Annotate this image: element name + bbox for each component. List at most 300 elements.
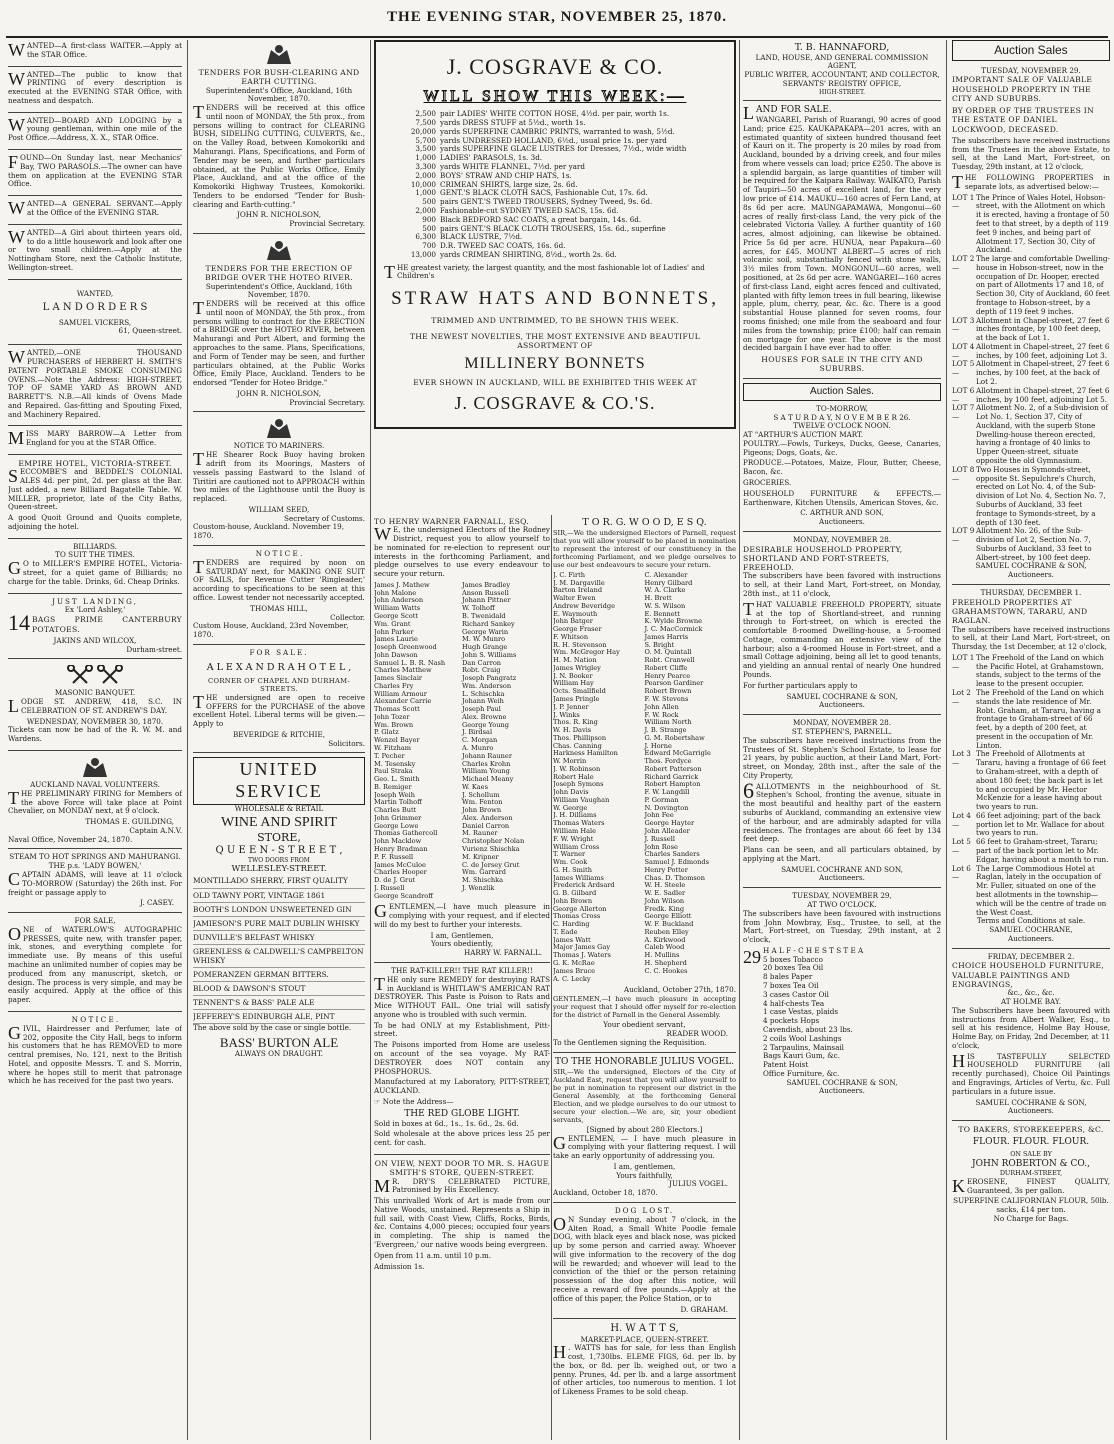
ad-farnall <box>374 515 550 963</box>
signatory-name: John S. Williams <box>462 650 517 659</box>
lot-item <box>952 317 1110 343</box>
lot-list <box>952 194 1110 563</box>
item-quantity: 700 <box>422 241 436 251</box>
ad-heading: EMPIRE HOTEL, VICTORIA-STREET. <box>18 458 172 468</box>
column-3-right <box>553 515 736 1440</box>
ad-subheading: ON SALE BY <box>1010 1150 1052 1159</box>
signatory-name: Wm. Cook <box>553 858 588 867</box>
signatory-name: W. F. Buckland <box>644 920 694 929</box>
lot-description: The Freehold of the Land on which the Pacific Hotel, at Grahamstown, stands, subject to the terms of the lease to the present occupier. <box>976 652 1104 689</box>
signatory-name: James Laurie <box>374 635 418 644</box>
lot-item <box>952 404 1110 465</box>
ad-date: TUESDAY, NOVEMBER 29. <box>981 65 1081 75</box>
signatory-name: William North <box>644 718 692 727</box>
lot-number: Lot 3— <box>952 749 971 768</box>
ad-signature: JAKINS AND WILCOX, <box>53 635 137 645</box>
list-item: BLOOD & DAWSON'S STOUT <box>193 982 365 996</box>
ad-signature: THOMAS HILL, <box>250 603 308 613</box>
ad-heading: CHOICE HOUSEHOLD FURNITURE, VALUABLE PAINTINGS AND ENGRAVINGS, <box>952 961 1105 989</box>
ad-text: IVIL, Hairdresser and Perfumer, late of 202, opposite the City Hall, begs to inform his customers that he has REMOVED to more central premises, No. 121, next to the British Hotel, and opposite Messrs. T. and S. Morrin, where he hopes still to merit that patronage which he has received for the past two years. <box>8 1023 182 1086</box>
signatory-name: Richard Garrick <box>644 772 699 781</box>
ad-address: DURHAM-STREET, <box>999 1169 1063 1178</box>
signatory-name: Wenzel Bayer <box>374 736 420 745</box>
lot-item <box>952 689 1110 750</box>
ad-text: BAGS PRIME CANTERBURY POTATOES. <box>32 615 182 634</box>
ad-text: Your obedient servant, <box>603 1020 686 1030</box>
item-quantity: 900 <box>422 214 436 224</box>
ad-subheading: EVER SHOWN IN AUCKLAND, WILL BE EXHIBITED THIS WEEK AT <box>413 377 697 387</box>
ad-address: CORNER OF CHAPEL AND DURHAM-STREETS. <box>207 677 351 694</box>
ad-signature: JOHN R. NICHOLSON, <box>236 388 322 398</box>
signatory-name: Michael Meany <box>462 775 514 784</box>
list-item: BOOTH'S LONDON UNSWEETENED GIN <box>193 903 365 917</box>
ad-heading: TENDERS FOR BUSH-CLEARING AND EARTH CUTTING. <box>198 68 360 87</box>
ad-arthur-auction <box>743 381 941 532</box>
lot-item <box>952 527 1110 562</box>
ad-text: To the Gentlemen signing the Requisition. <box>553 1037 707 1047</box>
signatory-name: Caleb Wood <box>644 943 685 952</box>
signatory-name: Joseph Symons <box>553 780 604 789</box>
signatory-name: William Watts <box>374 604 421 613</box>
signatory-name: James Bruce <box>553 966 596 975</box>
ad-date: Auckland, October 27th, 1870. <box>623 985 736 995</box>
lot-list <box>952 654 1110 917</box>
signatory-name: Samuel J. Edmonds <box>644 858 709 867</box>
item-quantity: 2,500 <box>415 109 436 119</box>
item-description: CRIMEAN SHIRTS, large size, 2s. 6d. <box>440 179 578 189</box>
signatory-name: Edward McGarrigle <box>644 749 711 758</box>
signatory-name: Johann Rauner <box>462 751 512 760</box>
ad-text: APTAIN ADAMS, will leave at 11 o'clock TO-MORROW (Saturday) the 26th inst. For freight or passage apply to <box>8 870 182 897</box>
ad-subheading: ALWAYS ON DRAUGHT. <box>234 1049 324 1059</box>
signatory-name: John Macklow <box>374 837 422 846</box>
lot-description: Allotment No. 2, of a Sub-division of Lot No. 1, Section 37, City of Auckland, with the superb Stone Dwelling-house thereon erected, having a frontage of 40 links to Upper Queen-street, situate opposite the old Gymnasium. <box>976 403 1108 466</box>
ad-text: ANTED—BOARD AND LODGING by a young gentleman, within one mile of the Post Office.—Address, X. X., STAR Office. <box>8 115 182 143</box>
ad-billiards <box>8 541 182 594</box>
signatory-name: Joseph Greenwood <box>374 643 437 652</box>
ad-text: The Subscribers have been favoured with instructions from Albert Walker, Esq., to sell at his residence, Holme Bay House, Holme Bay, on Friday, 2nd December, at 11 o'clock, <box>952 1005 1110 1050</box>
ad-tea-auction <box>743 890 941 1100</box>
item-description: yards UNDRESSED HOLLAND, 6½d., usual price 1s. per yard <box>440 135 667 145</box>
list-item: Cavendish, about 23 lbs. <box>763 1024 853 1034</box>
ad-land-for-sale <box>743 103 941 379</box>
drop-cap: H <box>553 1342 566 1363</box>
item-description: D.R. TWEED SAC COATS, 16s. 6d. <box>440 241 566 251</box>
signatory-name: W. E. Sadler <box>644 889 686 898</box>
list-item: Patent Hoist <box>763 1060 809 1070</box>
drop-cap: T <box>193 691 204 712</box>
signatory-name: W. Morrin <box>553 757 587 766</box>
ad-subheading: PUBLIC WRITER, ACCOUNTANT, AND COLLECTOR, <box>744 70 940 80</box>
ad-dog-lost <box>553 1205 736 1319</box>
ad-text: ANTED—A Girl about thirteen years old, to do a little housework and look after one or two small children.—Apply at the Nottingham Store, next the Catholic Institute, Wellington-street. <box>8 227 182 272</box>
ad-text: WANGAREI, Parish of Ruarangi, 90 acres of good Land; price £25. KAUKAPAKAPA—201 acres, with an estimated quantity of sixteen hundred thousand feet of Kauri on it. The property is 20 miles by road from Auckland, bounded by a driving creek, and four miles from where vessels can load; price £250. The above is a splendid bargain, as large quantities of timber will be required for the Kaipara Railway. WAIKATO, Parish of Taupiri—50 acres of excellent land, for the very low price of £14. MAUKU—160 acres of Fern Land, at 8s 6d per acre. MAUNGAPAMAWA, Mongonui—60 acres of really first-class Land, the very pick of the celebrated Victoria Valley. A further quantity of 160 acres, almost adjoining, can likewise be obtained. Price 5s 6d per acre. HUNUA, near Papakura—60 acres, for £45. MOUNT ALBERT—5 acres of rich volcanic soil, substantially fenced with stone walls, 3½ miles from Town. MONGONUI—60 acres, well positioned, at 2s 6d per acre. WANGAREI—160 acres of first-class Land, eight acres fenced and cultivated, planted with fifty lemon trees in full bearing, likewise apple, plum, cherry, pear, &c. &c. There is a good substantial House planned for seven rooms, four rooms finished; one mile from the seaboard and four miles from the township; price £100; half can remain on mortgage for one year. The above is the most decided bargain I have ever had to offer. <box>743 114 941 353</box>
lot-item <box>952 387 1110 405</box>
signatory-name: M. Kripner <box>462 852 499 861</box>
ad-text: ENDERS will be received at this office until noon of MONDAY, the 5th prox., from persons willing to contract for CLEARING BUSH, SIDELING CUTTING, CULVERTS, &c., on the Valley Road, between Komokoriki and Mahurangi. Plans, Specifications, and Form of Tender may be seen, and further particulars obtained, at the Public Works Office, Emily Place, Auckland, and at the office of the Komokoriki Highway Trustees, Komokoriki. Tenders to be endorsed "Tender for Bush-clearing and Earth-cutting." <box>193 103 365 209</box>
ad-text: ODGE ST. ANDREW, 418, S.C. IN CELEBRATION OF ST. ANDREW'S DAY. <box>21 697 182 715</box>
signatory-name: B. Remiger <box>374 782 412 791</box>
drop-cap: F <box>8 152 19 173</box>
ad-subheading: TRIMMED AND UNTRIMMED, TO BE SHOWN THIS WEEK. <box>431 316 679 326</box>
signatory-name: Thos. Fordyce <box>644 757 692 766</box>
drop-cap: O <box>553 1213 566 1234</box>
ad-signature: SAMUEL COCHRANE & SON, <box>975 1097 1087 1107</box>
signatory-name: John Anderson <box>374 596 424 605</box>
drop-cap: T <box>193 298 204 319</box>
drop-cap: H <box>952 1050 965 1071</box>
ad-text: ECCOMBE'S and BEDDEL'S COLONIAL ALES 4d. per pint, 2d. per glass at the Bar. Just added, a new Billiard Bagatelle Table. W. MILLER, proprietor, late of the City Baths, Queen-street. <box>8 467 182 512</box>
ad-heading: TO THE HONORABLE JULIUS VOGEL. <box>555 1056 734 1067</box>
ad-text: . WATTS has for sale, for less than English cost, 1,730lbs. ELEME FIGS, 6d. per lb. by the box, or 8d. per lb. weighed out, or two a penny. Prunes, 4d. per lb. and a large assortment of other articles, too numerous to mention. 1 lot of Likeness Frames to be sold cheap. <box>553 1343 736 1397</box>
ad-heading: THE RED GLOBE LIGHT. <box>404 1108 520 1119</box>
ad-steam <box>8 851 182 913</box>
signatory-name: Charles Fry <box>374 681 414 690</box>
signatory-name: C. Alexander <box>644 570 688 579</box>
drop-cap: T <box>743 598 754 619</box>
signatory-name: Thomas Cross <box>553 912 601 921</box>
signatory-name: B. Twenidald <box>462 612 506 620</box>
ad-signature: SAMUEL COCHRANE, <box>989 925 1073 935</box>
column-rule <box>946 40 947 1440</box>
item-quantity: 2,000 <box>415 205 436 215</box>
signatory-name: Robert Brown <box>644 687 692 696</box>
item-quantity: 6,300 <box>415 232 436 242</box>
item-description: BOYS' STRAW AND CHIP HATS, 1s. <box>440 170 572 180</box>
signatory-name: Charles Butt <box>374 806 417 815</box>
ad-subheading: THE NEWEST NOVELTIES, THE MOST EXTENSIVE AND BEAUTIFUL ASSORTMENT OF <box>409 331 701 350</box>
signatory-name: J. Wenzlik <box>462 883 495 892</box>
ad-heading: AUCKLAND NAVAL VOLUNTEERS. <box>30 779 160 789</box>
signatory-name: J. Horne <box>644 741 672 750</box>
ad-signature: READER WOOD. <box>666 1028 728 1038</box>
signatory-name: Charles Hooper <box>374 868 427 877</box>
ad-empire <box>8 457 182 539</box>
ad-heading: STRAW HATS AND BONNETS, <box>391 288 719 310</box>
ad-text: SIR,—We the undersigned Electors of Parnell, request that you will allow yourself to be placed in nomination to represent the interest of our constituency in the forthcoming Parliament, and we pledge ourselves to use our best endeavours to secure your return. <box>553 528 736 569</box>
ad-text: The subscribers have received instructions from the Trustees of St. Stephen's School Estate, to lease for 21 years, by public auction, at their Land Mart, Fort-street, on Monday, 28th inst., after the sale of the City Property, <box>743 735 941 780</box>
signatory-name: James Bradley <box>462 580 511 589</box>
signatory-name: O. M. Quintall <box>644 648 692 657</box>
ad-press <box>8 915 182 1012</box>
ad-address: Q U E E N - S T R E E T , <box>215 844 343 856</box>
signatory-name: James Pringle <box>553 694 600 703</box>
signatory-name: Hugh Grange <box>462 643 508 652</box>
crossed-keys-icon <box>65 665 125 687</box>
lot-item <box>952 255 1110 316</box>
ad-heading: TO HENRY WARNER FARNALL, ESQ. <box>374 517 529 526</box>
column-3-left <box>374 515 550 1440</box>
drop-cap: W <box>374 524 391 545</box>
signatory-name: George Scott <box>374 612 418 620</box>
ad-subheading: SERVANTS' REGISTRY OFFICE, <box>782 78 902 88</box>
ad-heading: N O T I C E . <box>71 1014 119 1024</box>
ad-text: O to MILLER'S EMPIRE HOTEL, Victoria-street, for a quiet game of Billiards; no charge for the table. Drinks, 6d. Cheap Drinks. <box>8 559 182 586</box>
signatory-name: Christopher Nolan <box>462 837 525 846</box>
ad-signature: J. CASEY. <box>140 898 174 908</box>
signatory-name: Walter Ewen <box>553 594 596 603</box>
item-description: yards SUPERFINE CAMBRIC PRINTS, warranted to wash, 5½d. <box>440 126 675 136</box>
signatory-list <box>374 582 550 900</box>
signatory-name: Thomas Scott <box>374 705 420 714</box>
list-item: Office Furniture, &c. <box>763 1068 840 1078</box>
signatory-name: G. B. Gilbard <box>553 889 597 898</box>
signatory-name: E. Bennett <box>644 609 680 618</box>
signatory-name: Wm. Anderson <box>462 681 512 690</box>
signatory-name: John Malone <box>374 588 417 597</box>
item-description: pair LADIES' WHITE COTTON HOSE, 4½d. per pair, worth 1s. <box>440 109 670 119</box>
signatory-name: George Young <box>462 720 509 729</box>
ad-signature: BEVERIDGE & RITCHIE, <box>232 729 326 739</box>
ad-heading: L A N D O R D E R S <box>42 302 148 314</box>
ad-text: HAT VALUABLE FREEHOLD PROPERTY, situate at the top of Shortland-street, and running through to Fort-street, on which is erected the comfortable 8-roomed Dwelling-house, a 5-roomed Cottage, commanding an extensive view of the harbour; also a 4-roomed House in Fort-street, and a small Cottage adjoining, being all let to good tenants, and yielding an annual rental of nearly One hundred Pounds. <box>743 599 941 680</box>
ad-text: GENTLEMEN,—I have much pleasure in accepting your request that I should offer myself for re-election for the district of Parnell in the General Assembly. <box>553 995 736 1020</box>
column-4 <box>743 40 941 1440</box>
ad-rank: Auctioneers. <box>1008 933 1054 943</box>
lot-description: The Freehold of Allotments at Tararu, having a frontage of 66 feet to Graham-street, with a depth of about 180 feet; the back part is let to and occupied by Mr. Hector McKenzie for a lease having about two years to run. <box>976 749 1107 812</box>
list-item: 7 boxes Tea Oil <box>763 981 819 991</box>
signatory-name: K. Wylde Browne <box>644 617 703 626</box>
drop-cap: K <box>952 1175 965 1196</box>
ad-flour <box>952 1123 1110 1228</box>
pointing-hand-icon: ☞ <box>374 1096 383 1106</box>
list-item: 4 pockets Hops <box>763 1016 820 1026</box>
signatory-name: James McCuloe <box>374 860 426 869</box>
ad-heading: DOG LOST. <box>614 1205 675 1215</box>
signatory-name: James Williams <box>553 873 604 882</box>
top-rule <box>6 36 1108 38</box>
ad-date: Coustom-house, Auckland. November 19, 1870. <box>193 522 345 541</box>
ad-vogel <box>553 1055 736 1203</box>
ad-signature: JOHN ROBERTON & CO., <box>972 1159 1090 1170</box>
signatory-name: Major James Gay <box>553 943 611 952</box>
drop-cap: 14 <box>8 610 30 636</box>
signatory-name: F. W. Langdill <box>644 788 690 797</box>
signatory-name: Vurienz Shischka <box>462 844 520 853</box>
drop-cap: W <box>8 114 25 135</box>
drop-cap: T <box>193 102 204 123</box>
lot-description: The Prince of Wales Hotel, Hobson-street, with the Allotment on which it is erected, having a frontage of 50 feet to that street, by a depth of 119 feet 9 inches, and being part of Allotment 17, Section 30, City of Auckland. <box>976 192 1110 255</box>
signatory-name: G. M. Robertshaw <box>644 733 705 742</box>
ad-signature: SAMUEL COCHRANE & SON, <box>786 691 898 701</box>
signatory-name: Henry Potter <box>644 865 688 874</box>
ad-text: Note the Address— <box>382 1096 454 1106</box>
signatory-name: John Wilson <box>644 896 685 905</box>
ad-date: TUESDAY, NOVEMBER 29, <box>792 891 892 901</box>
signatory-name: H. Shepherd <box>644 959 687 968</box>
ad-signature: C. ARTHUR AND SON, <box>800 508 884 518</box>
signatory-name: Andrew Beveridge <box>553 601 616 610</box>
signatory-name: E. Waymouth <box>553 609 598 618</box>
lot-number: LOT 6— <box>952 385 975 404</box>
ad-civil <box>8 1014 182 1092</box>
lot-number: Lot 5— <box>952 837 971 856</box>
ad-cosgrave <box>374 40 736 429</box>
list-item: 2 Tarpaulins, Mainsail <box>763 1042 844 1052</box>
signatory-name: William Hay <box>553 679 594 688</box>
lot-number: LOT 2— <box>952 254 975 272</box>
signatory-name: H. Mullins <box>644 951 680 960</box>
ad-servant <box>8 198 182 225</box>
signatory-name <box>645 976 737 984</box>
ad-text: R. DRY'S CELEBRATED PICTURE, Patronised by His Excellency. <box>392 1176 550 1195</box>
ad-text: SIR,—We the undersigned, Electors of the City of Auckland East, request that you will allow yourself to be put in nomination to represent our district in the General Assembly, at the forthcoming General Election, and we pledge ourselves to do our utmost to secure your election.—We are, sir, your obedient servants, <box>553 1067 736 1124</box>
ad-grahamstown <box>952 587 1110 949</box>
ad-signature: SAMUEL COCHRANE AND SON, <box>781 864 903 874</box>
item-quantity: 5,700 <box>415 135 436 145</box>
drop-cap: M <box>8 428 25 449</box>
ad-heading: WINE AND SPIRIT <box>221 815 337 831</box>
ad-subheading: WHOLESALE & RETAIL <box>234 804 324 814</box>
signatory-name: Fredk. King <box>644 904 685 913</box>
section-header: Auction Sales. <box>743 383 941 401</box>
signatory-name: Robert Patterson <box>644 764 702 773</box>
ad-heading: NOTICE TO MARINERS. <box>233 441 325 451</box>
drop-cap: G <box>8 558 21 579</box>
ad-text: HE undersigned are open to receive OFFERS for the PURCHASE of the above excellent Hotel. Liberal terms will be given.—Apply to <box>193 692 365 729</box>
signatory-name: Octs. Smallfield <box>553 687 606 696</box>
ad-text: HE FOLLOWING PROPERTIES in separate lots, as advertised below:— <box>965 173 1110 191</box>
signatory-name: W. H. Steele <box>644 881 686 890</box>
signatory-name: Wm. Garrard <box>462 868 507 877</box>
ad-heading: BILLIARDS. <box>73 541 117 551</box>
ad-holme-bay <box>952 951 1110 1121</box>
ad-heading: T O R. G. W O O D, E S Q. <box>582 517 707 528</box>
ad-heading: J. COSGRAVE & CO. <box>446 54 664 79</box>
ad-heading: FREEHOLD PROPERTIES AT GRAHAMSTOWN, TARARU, AND RAGLAN. <box>952 597 1088 626</box>
item-quantity: 20,000 <box>410 126 436 136</box>
ad-text: [Signed by about 280 Electors.] <box>586 1124 703 1134</box>
signatory-name <box>462 893 550 901</box>
signatory-name: John Brown <box>462 806 502 815</box>
item-description: BLACK LUSTRE, 7½d. <box>440 232 523 242</box>
ad-heading: ST. STEPHEN'S, PARNELL. <box>791 726 893 736</box>
signatory-name: M. Shischka <box>462 876 504 885</box>
lot-description: The Freehold of the Land on which stands the late residence of Mr. Robt. Graham, at Tararu, having a frontage to Graham-street of 66 feet, by a depth of 200 feet, at present in the occupation of Mr. Linton. <box>976 687 1104 750</box>
ad-girl <box>8 227 182 280</box>
ad-rank: Solicitors. <box>328 738 365 748</box>
ad-date: WEDNESDAY, NOVEMBER 30, 1870. <box>26 716 164 726</box>
ad-text: To be had ONLY at my Establishment, Pitt-street. <box>374 1020 550 1039</box>
ad-date: MONDAY, NOVEMBER 28. <box>792 718 892 728</box>
item-quantity: 500 <box>422 223 436 233</box>
ad-hannaford <box>743 40 941 101</box>
signatory-name: Robert Hampton <box>644 780 701 789</box>
ad-text: IS TASTEFULLY SELECTED HOUSEHOLD FURNITURE (all recently purchased), Choice Oil Paintings and Engravings, Articles of Vertu, &c. Full particulars in a future issue. <box>952 1051 1110 1096</box>
ad-text: POULTRY.—Fowls, Turkeys, Ducks, Geese, Canaries, Pigeons; Dogs, Goats, &c. <box>743 438 941 457</box>
ad-text: HE only sure REMEDY for destroying RATS in Auckland is WHITLAW'S AMERICAN RAT DESTROYER. This Paste is Poison to Rats and Mice WITHOUT FAIL. One trial will satisfy anyone who is troubled with such vermin. <box>374 974 550 1019</box>
signatory-name: N. Dovington <box>644 803 689 812</box>
list-item: JAMIESON'S PURE MALT DUBLIN WHISKY <box>193 917 365 931</box>
drop-cap: W <box>8 347 25 368</box>
ad-text: The subscribers have received instructions from the Trustees in the above Estate, to sell, at the Land Mart, Fort-street, on Tuesday, 29th instant, at 12 o'clock, <box>952 135 1110 172</box>
signatory-name: C. C. Hookes <box>644 966 688 975</box>
signatory-name: Chas. D. Thomson <box>644 873 706 882</box>
ad-text: ISS MARY BARROW—A Letter from England for you at the STAR Office. <box>26 429 182 448</box>
item-quantity: 3,300 <box>415 162 436 172</box>
item-quantity: 500 <box>422 197 436 207</box>
ad-masonic <box>8 661 182 751</box>
signatory-name: James Wrigley <box>553 663 601 672</box>
ad-rank: Auctioneers. <box>819 873 865 883</box>
list-item <box>394 251 726 260</box>
item-quantity: 7,500 <box>415 118 436 128</box>
ad-rank: Auctioneers. <box>819 517 865 527</box>
ad-text: E, the undersigned Electors of the Rodney District, request you to allow yourself to be nominated for re-election to represent our interests in the forthcoming Parliament, and pledge ourselves to use every endeavour to secure your return. <box>374 525 550 579</box>
signatory-name: F. W. Rock <box>644 710 679 719</box>
ad-text: HE greatest variety, the largest quantity, and the most fashionable lot of Ladies' and Children's <box>397 262 705 281</box>
ad-text: OUND—On Sunday last, near Mechanics' Bay, TWO PARASOLS.—The owner can have them on application at the EVENING STAR Office. <box>8 153 182 189</box>
item-description: LADIES' PARASOLS, 1s. 3d. <box>440 153 543 163</box>
signatory-name: William Young <box>462 767 510 776</box>
signatory-name: Henry Gilbard <box>644 578 693 587</box>
ad-text: A good Quoit Ground and Quoits complete, adjoining the hotel. <box>8 513 182 531</box>
ad-heading: IMPORTANT SALE OF VALUABLE HOUSEHOLD PROPERTY IN THE CITY AND SUBURBS. <box>952 75 1093 103</box>
drop-cap: G <box>553 1132 566 1153</box>
lot-number: Lot 4— <box>952 810 971 829</box>
ad-text: This unrivalled Work of Art is made from our Native Woods, unstained. Represents a Ship in full sail, with Coast View, Cliffs, Rocks, Birds, &c. Contains 4,000 pieces; occupied four years in completing. The ship is named the 'Evergreen,' our native woods being evergreen. <box>374 1196 550 1250</box>
ad-hoteo-tenders <box>193 236 365 412</box>
ad-heading: J. COSGRAVE & CO.'S. <box>454 392 656 413</box>
column-2 <box>193 40 365 1440</box>
ad-text: I am, Gentlemen, <box>430 930 494 940</box>
item-quantity: 13,000 <box>410 249 436 259</box>
signatory-name: F. W. Wright <box>553 834 594 843</box>
signatory-name: William Cross <box>553 842 600 851</box>
royal-arms-icon <box>263 418 295 440</box>
ad-subheading: THE p.s. 'LADY BOWEN,' <box>48 861 142 871</box>
ad-st-stephens <box>743 717 941 888</box>
signatory-name: J. C. Firth <box>553 570 586 579</box>
lot-item <box>952 194 1110 255</box>
signatory-name: Robert Hale <box>553 772 594 781</box>
signatory-name: M. Tesensky <box>374 759 416 768</box>
ad-heading: BASS' BURTON ALE <box>219 1034 339 1050</box>
signatory-name: G. K. McRae <box>553 959 595 968</box>
lot-number: LOT 1— <box>952 192 975 211</box>
lot-item <box>952 750 1110 811</box>
ad-subheading: TO SUIT THE TIMES. <box>55 550 135 560</box>
signatory-list <box>553 572 736 984</box>
lot-number: LOT 9— <box>952 526 975 545</box>
ad-subheading: HOUSES FOR SALE IN THE CITY AND SUBURBS. <box>761 355 923 374</box>
signatory-name: A. Kirkwood <box>644 935 686 944</box>
ad-subheading: LAND, HOUSE, AND GENERAL COMMISSION AGENT, <box>755 52 929 71</box>
signatory-name: George Hayter <box>644 819 695 828</box>
item-list <box>763 956 863 1079</box>
signatory-name: George Scandroff <box>374 891 433 900</box>
lot-description: The large and comfortable Dwelling-house in Hobson-street, now in the occupation of Dr. Hooper, erected on part of Allotments 17 and 18, of Section 30, City of Auckland, 60 feet frontage to Hobson-street, by a depth of 119 feet 9 inches. <box>976 254 1110 316</box>
drop-cap: O <box>8 923 21 944</box>
ad-heading: BY ORDER OF THE TRUSTEES IN THE ESTATE OF DANIEL LOCKWOOD, DECEASED. <box>952 106 1095 134</box>
signatory-name: John Batger <box>553 617 593 626</box>
ad-text: ENTLEMEN,—I have much pleasure in complying with your request, and if elected will do my best to further your interests. <box>374 902 550 929</box>
ad-date: Superintendent's Office, Auckland, 16th November, 1870. <box>205 281 353 300</box>
ad-text: &c., &c., &c. <box>1007 988 1055 998</box>
ad-signature: THOMAS E. GUILDING, <box>85 817 174 827</box>
signatory-name: Henry Bradman <box>374 844 428 853</box>
ad-text: The above sold by the case or single bottle. <box>193 1022 352 1032</box>
signatory-name: J. P. Jenner <box>553 702 589 711</box>
item-description: Black BEDFORD SAC COATS, a great bargain, 14s. 6d. <box>440 214 642 224</box>
lot-description: Two Houses in Symonds-street, opposite St. Sepulchre's Church, erected on Lot No. 4, of the Sub-division of Lot No. 4, Section No. 7, Suburbs of Auckland, 33 feet frontage to Symonds-street, by a depth of 130 feet. <box>976 464 1106 527</box>
signatory-name: H. Brett <box>644 594 672 603</box>
signatory-name: J. Russell <box>644 834 675 843</box>
ad-date: Auckland, October 18, 1870. <box>553 1188 658 1198</box>
ad-text: The Poisons imported from Home are useless on account of the sea voyage. My RAT-DESTROYER does NOT contain any PHOSPHORUS. <box>374 1040 550 1076</box>
signatory-name: James Harris <box>644 632 689 641</box>
signatory-name: Pearson Gardiner <box>644 679 704 688</box>
